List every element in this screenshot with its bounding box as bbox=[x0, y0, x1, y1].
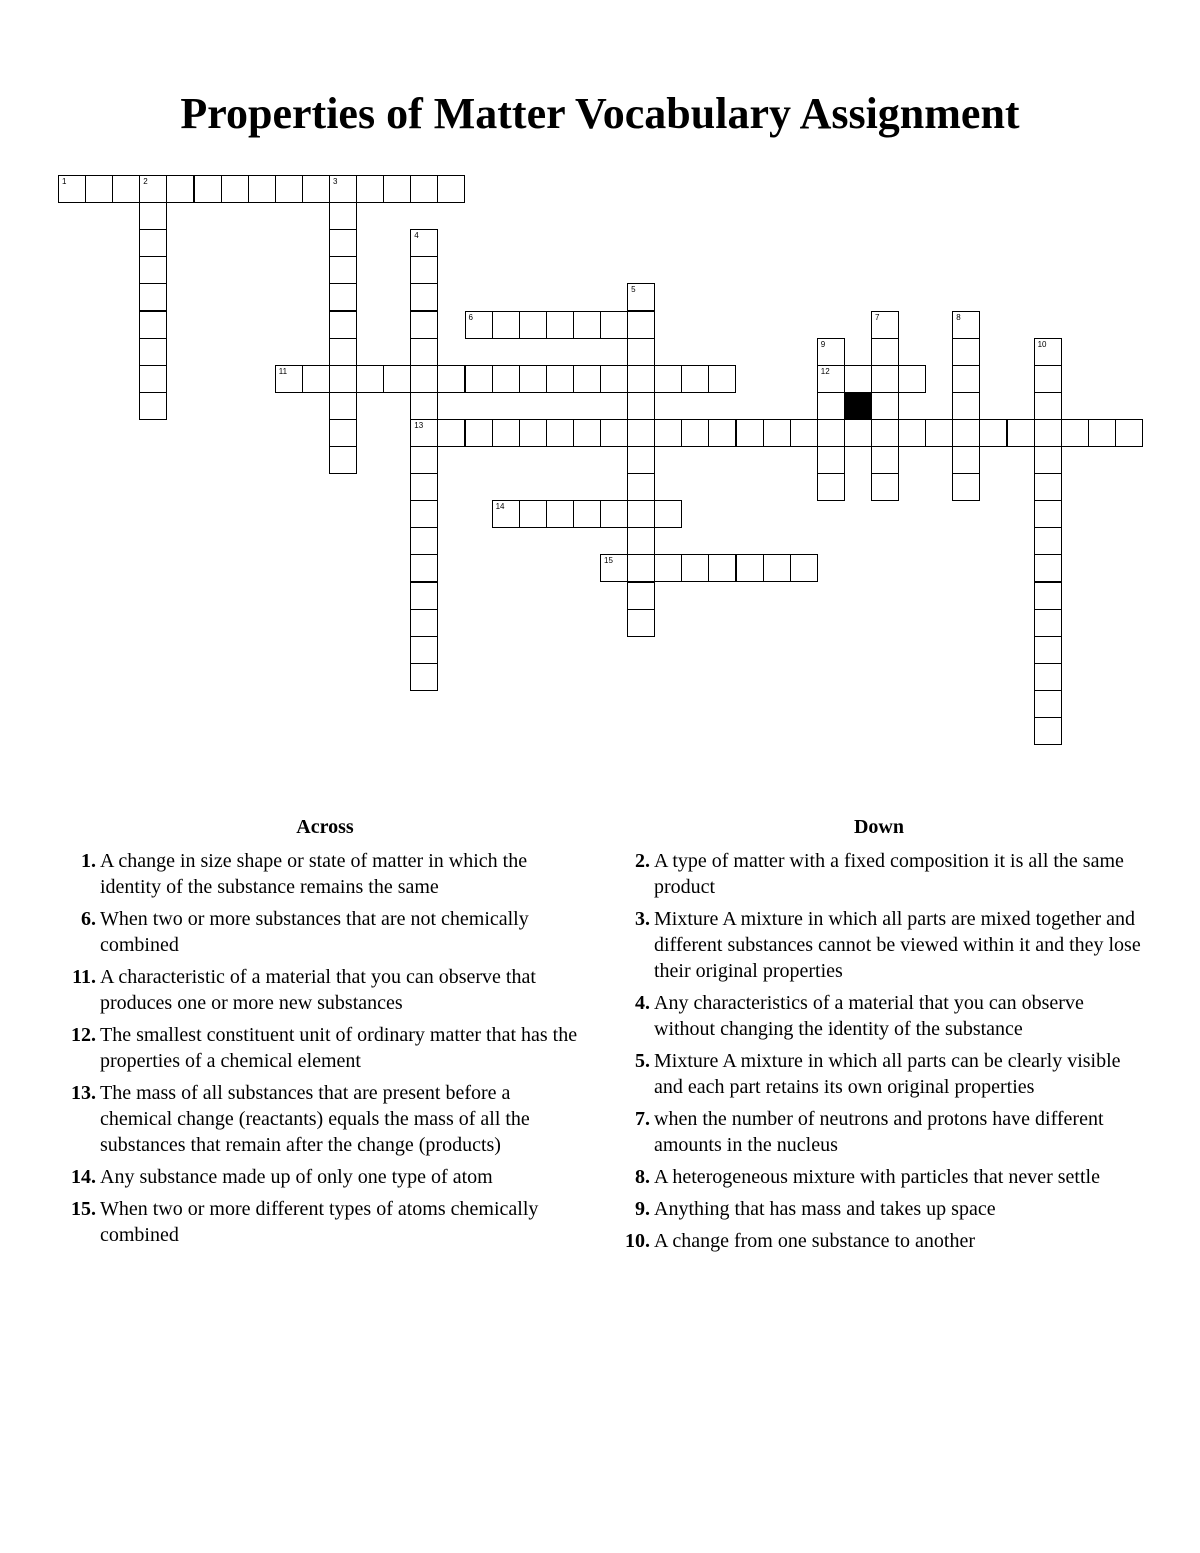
grid-cell[interactable] bbox=[925, 419, 953, 447]
clue-number: 2. bbox=[635, 850, 650, 872]
clue-text: Mixture A mixture in which all parts are mixed together and different substances cannot be viewed within it and they lose their original properties bbox=[654, 908, 1141, 982]
grid-cell[interactable] bbox=[817, 338, 845, 366]
grid-cell[interactable] bbox=[519, 419, 547, 447]
grid-cell[interactable] bbox=[627, 527, 655, 555]
grid-cell[interactable] bbox=[1007, 419, 1035, 447]
clue-number: 10. bbox=[625, 1230, 650, 1252]
clue-text: A change in size shape or state of matter in which the identity of the substance remains the same bbox=[100, 850, 528, 898]
grid-cell[interactable] bbox=[329, 338, 357, 366]
down-clue bbox=[614, 1106, 1144, 1158]
grid-cell[interactable] bbox=[329, 283, 357, 311]
grid-cell[interactable] bbox=[492, 311, 520, 339]
crossword-grid bbox=[0, 0, 1200, 760]
grid-cell[interactable] bbox=[627, 338, 655, 366]
grid-cell[interactable] bbox=[952, 392, 980, 420]
grid-cell[interactable] bbox=[139, 338, 167, 366]
grid-cell[interactable] bbox=[410, 392, 438, 420]
down-clue bbox=[614, 906, 1144, 984]
grid-cell[interactable] bbox=[275, 365, 303, 393]
grid-cell[interactable] bbox=[410, 256, 438, 284]
grid-cell[interactable] bbox=[139, 256, 167, 284]
grid-cell[interactable] bbox=[519, 500, 547, 528]
clue-text: A type of matter with a fixed composition it is all the same product bbox=[654, 850, 1124, 898]
grid-cell[interactable] bbox=[627, 392, 655, 420]
clue-text: A characteristic of a material that you can observe that produces one or more new substances bbox=[100, 966, 536, 1014]
grid-cell[interactable] bbox=[1034, 690, 1062, 718]
grid-cell[interactable] bbox=[1034, 609, 1062, 637]
grid-cell[interactable] bbox=[329, 311, 357, 339]
grid-cell[interactable] bbox=[302, 365, 330, 393]
grid-cell[interactable] bbox=[1034, 500, 1062, 528]
grid-cell[interactable] bbox=[194, 175, 222, 203]
grid-cell[interactable] bbox=[1034, 582, 1062, 610]
clue-text: when the number of neutrons and protons have different amounts in the nucleus bbox=[654, 1108, 1104, 1156]
grid-cell[interactable] bbox=[763, 554, 791, 582]
grid-cell[interactable] bbox=[1088, 419, 1116, 447]
across-clue bbox=[60, 1022, 580, 1074]
cell-number: 8 bbox=[956, 312, 961, 322]
cell-number: 15 bbox=[604, 556, 613, 566]
grid-cell[interactable] bbox=[600, 419, 628, 447]
grid-cell[interactable] bbox=[681, 554, 709, 582]
grid-cell[interactable] bbox=[112, 175, 140, 203]
grid-cell[interactable] bbox=[952, 419, 980, 447]
cell-number: 2 bbox=[143, 177, 148, 186]
grid-cell[interactable] bbox=[573, 500, 601, 528]
grid-cell[interactable] bbox=[329, 175, 357, 203]
clue-text: The mass of all substances that are present before a chemical change (reactants) equals the mass of all the substances that remain after the change (products) bbox=[100, 1082, 530, 1156]
clue-number: 5. bbox=[635, 1050, 650, 1072]
grid-cell[interactable] bbox=[1115, 419, 1143, 447]
grid-cell[interactable] bbox=[952, 473, 980, 501]
clue-number: 9. bbox=[635, 1198, 650, 1220]
grid-cell[interactable] bbox=[627, 582, 655, 610]
grid-cell[interactable] bbox=[1034, 636, 1062, 664]
clue-text: When two or more different types of atoms chemically combined bbox=[100, 1198, 539, 1246]
grid-cell[interactable] bbox=[329, 229, 357, 257]
clue-text: Mixture A mixture in which all parts can be clearly visible and each part retains its own original properties bbox=[654, 1050, 1121, 1098]
grid-cell[interactable] bbox=[329, 419, 357, 447]
grid-cell[interactable] bbox=[627, 283, 655, 311]
cell-number: 10 bbox=[1037, 339, 1047, 349]
grid-cell[interactable] bbox=[1034, 554, 1062, 582]
down-clue bbox=[614, 1048, 1144, 1100]
grid-cell[interactable] bbox=[654, 365, 682, 393]
grid-cell[interactable] bbox=[329, 446, 357, 474]
across-clue bbox=[60, 1080, 580, 1158]
grid-cell[interactable] bbox=[139, 283, 167, 311]
grid-cell[interactable] bbox=[708, 365, 736, 393]
grid-cell[interactable] bbox=[627, 419, 655, 447]
grid-cell[interactable] bbox=[410, 311, 438, 339]
grid-cell[interactable] bbox=[600, 500, 628, 528]
grid-cell[interactable] bbox=[627, 365, 655, 393]
grid-cell[interactable] bbox=[871, 311, 899, 339]
grid-cell[interactable] bbox=[329, 202, 357, 230]
down-clue bbox=[614, 1196, 1144, 1222]
grid-cell[interactable] bbox=[437, 365, 465, 393]
grid-cell[interactable] bbox=[519, 311, 547, 339]
grid-cell[interactable] bbox=[573, 365, 601, 393]
across-clue bbox=[60, 1196, 580, 1248]
cell-number: 1 bbox=[62, 177, 67, 186]
grid-cell[interactable] bbox=[600, 311, 628, 339]
clue-text: Any characteristics of a material that you can observe without changing the identity of the substance bbox=[654, 992, 1084, 1040]
clue-number: 13. bbox=[71, 1082, 96, 1104]
grid-cell[interactable] bbox=[627, 473, 655, 501]
grid-cell[interactable] bbox=[383, 175, 411, 203]
grid-cell[interactable] bbox=[139, 392, 167, 420]
clue-text: Any substance made up of only one type of atom bbox=[100, 1166, 493, 1188]
grid-cell[interactable] bbox=[871, 473, 899, 501]
grid-cell[interactable] bbox=[85, 175, 113, 203]
clue-text: Anything that has mass and takes up space bbox=[654, 1198, 996, 1220]
grid-cell[interactable] bbox=[275, 175, 303, 203]
clue-number: 12. bbox=[71, 1024, 96, 1046]
clue-number: 15. bbox=[71, 1198, 96, 1220]
grid-cell[interactable] bbox=[437, 175, 465, 203]
down-clue bbox=[614, 1164, 1144, 1190]
grid-cell[interactable] bbox=[1034, 419, 1062, 447]
grid-cell[interactable] bbox=[248, 175, 276, 203]
grid-cell[interactable] bbox=[627, 500, 655, 528]
down-heading: Down bbox=[853, 816, 904, 838]
grid-cell[interactable] bbox=[465, 311, 493, 339]
grid-cell[interactable] bbox=[139, 311, 167, 339]
grid-cell[interactable] bbox=[410, 582, 438, 610]
across-clue bbox=[60, 1164, 580, 1190]
grid-cell[interactable] bbox=[979, 419, 1007, 447]
grid-cell[interactable] bbox=[139, 175, 167, 203]
grid-cell[interactable] bbox=[600, 365, 628, 393]
grid-cell[interactable] bbox=[1034, 717, 1062, 745]
down-clue bbox=[614, 990, 1144, 1042]
cell-number: 13 bbox=[414, 420, 424, 430]
grid-cell[interactable] bbox=[546, 500, 574, 528]
page-title: Properties of Matter Vocabulary Assignment bbox=[180, 89, 1020, 138]
black-square bbox=[844, 392, 872, 420]
grid-cell[interactable] bbox=[654, 554, 682, 582]
clue-text: A heterogeneous mixture with particles that never settle bbox=[654, 1166, 1100, 1188]
grid-cell[interactable] bbox=[465, 365, 493, 393]
grid-cell[interactable] bbox=[708, 419, 736, 447]
clue-number: 8. bbox=[635, 1166, 650, 1188]
cell-number: 4 bbox=[414, 231, 419, 241]
grid-cell[interactable] bbox=[1061, 419, 1089, 447]
grid-cell[interactable] bbox=[410, 338, 438, 366]
cell-number: 14 bbox=[495, 502, 505, 512]
down-clue bbox=[614, 1228, 1144, 1254]
grid-cell[interactable] bbox=[329, 256, 357, 284]
grid-cell[interactable] bbox=[492, 500, 520, 528]
grid-cell[interactable] bbox=[58, 175, 86, 203]
grid-cell[interactable] bbox=[898, 419, 926, 447]
grid-cell[interactable] bbox=[627, 311, 655, 339]
grid-cell[interactable] bbox=[410, 636, 438, 664]
grid-cell[interactable] bbox=[790, 554, 818, 582]
grid-cell[interactable] bbox=[627, 554, 655, 582]
grid-cell[interactable] bbox=[221, 175, 249, 203]
clue-number: 4. bbox=[635, 992, 650, 1014]
grid-cell[interactable] bbox=[844, 419, 872, 447]
cell-number: 7 bbox=[875, 312, 880, 322]
grid-cell[interactable] bbox=[1034, 446, 1062, 474]
grid-cell[interactable] bbox=[410, 527, 438, 555]
grid-cell[interactable] bbox=[410, 554, 438, 582]
grid-cell[interactable] bbox=[410, 175, 438, 203]
grid-cell[interactable] bbox=[546, 365, 574, 393]
clue-number: 11. bbox=[72, 966, 96, 988]
grid-cell[interactable] bbox=[573, 419, 601, 447]
cell-number: 12 bbox=[820, 366, 830, 376]
grid-cell[interactable] bbox=[952, 338, 980, 366]
grid-cell[interactable] bbox=[736, 419, 764, 447]
grid-cell[interactable] bbox=[1034, 338, 1062, 366]
grid-cell[interactable] bbox=[817, 365, 845, 393]
grid-cell[interactable] bbox=[410, 500, 438, 528]
grid-cell[interactable] bbox=[546, 311, 574, 339]
cell-number: 5 bbox=[631, 285, 636, 295]
grid-cell[interactable] bbox=[871, 419, 899, 447]
clue-number: 14. bbox=[71, 1166, 96, 1188]
grid-cell[interactable] bbox=[952, 311, 980, 339]
grid-cell[interactable] bbox=[1034, 365, 1062, 393]
grid-cell[interactable] bbox=[871, 365, 899, 393]
grid-cell[interactable] bbox=[329, 365, 357, 393]
grid-cell[interactable] bbox=[356, 175, 384, 203]
cell-number: 11 bbox=[278, 366, 288, 376]
grid-cell[interactable] bbox=[356, 365, 384, 393]
grid-cell[interactable] bbox=[708, 554, 736, 582]
grid-cell[interactable] bbox=[736, 554, 764, 582]
across-heading: Across bbox=[296, 816, 354, 838]
grid-cell[interactable] bbox=[871, 392, 899, 420]
grid-cell[interactable] bbox=[871, 338, 899, 366]
grid-cell[interactable] bbox=[790, 419, 818, 447]
grid-cell[interactable] bbox=[1034, 473, 1062, 501]
grid-cell[interactable] bbox=[139, 229, 167, 257]
clue-text: The smallest constituent unit of ordinary matter that has the properties of a chemical element bbox=[100, 1024, 578, 1072]
across-clue bbox=[60, 848, 580, 900]
grid-cell[interactable] bbox=[410, 446, 438, 474]
grid-cell[interactable] bbox=[410, 663, 438, 691]
grid-cell[interactable] bbox=[817, 419, 845, 447]
grid-cell[interactable] bbox=[410, 229, 438, 257]
grid-cell[interactable] bbox=[654, 419, 682, 447]
grid-cell[interactable] bbox=[952, 446, 980, 474]
grid-cell[interactable] bbox=[410, 365, 438, 393]
grid-cell[interactable] bbox=[410, 473, 438, 501]
grid-cell[interactable] bbox=[817, 473, 845, 501]
grid-cell[interactable] bbox=[627, 609, 655, 637]
clue-number: 3. bbox=[635, 908, 650, 930]
clue-text: A change from one substance to another bbox=[654, 1230, 976, 1252]
grid-cell[interactable] bbox=[627, 446, 655, 474]
grid-cell[interactable] bbox=[952, 365, 980, 393]
grid-cell[interactable] bbox=[817, 392, 845, 420]
clue-text: When two or more substances that are not chemically combined bbox=[100, 908, 529, 956]
grid-cell[interactable] bbox=[654, 500, 682, 528]
grid-cell[interactable] bbox=[410, 283, 438, 311]
grid-cell[interactable] bbox=[844, 365, 872, 393]
grid-cell[interactable] bbox=[817, 446, 845, 474]
grid-cell[interactable] bbox=[573, 311, 601, 339]
grid-cell[interactable] bbox=[898, 365, 926, 393]
grid-cell[interactable] bbox=[329, 392, 357, 420]
grid-cell[interactable] bbox=[1034, 527, 1062, 555]
grid-cell[interactable] bbox=[1034, 392, 1062, 420]
grid-cell[interactable] bbox=[492, 365, 520, 393]
grid-cell[interactable] bbox=[302, 175, 330, 203]
grid-cell[interactable] bbox=[763, 419, 791, 447]
grid-cell[interactable] bbox=[871, 446, 899, 474]
cell-number: 9 bbox=[820, 339, 826, 349]
grid-cell[interactable] bbox=[383, 365, 411, 393]
clue-number: 1. bbox=[81, 850, 96, 872]
grid-cell[interactable] bbox=[1034, 663, 1062, 691]
grid-cell[interactable] bbox=[139, 202, 167, 230]
cell-number: 3 bbox=[333, 177, 338, 186]
grid-cell[interactable] bbox=[681, 419, 709, 447]
grid-cell[interactable] bbox=[139, 365, 167, 393]
clue-number: 7. bbox=[635, 1108, 650, 1130]
grid-cell[interactable] bbox=[546, 419, 574, 447]
grid-cell[interactable] bbox=[166, 175, 194, 203]
grid-cell[interactable] bbox=[492, 419, 520, 447]
across-clue bbox=[60, 964, 580, 1016]
grid-cell[interactable] bbox=[681, 365, 709, 393]
across-clue bbox=[60, 906, 580, 958]
grid-cell[interactable] bbox=[600, 554, 628, 582]
grid-cell[interactable] bbox=[410, 419, 438, 447]
cell-number: 6 bbox=[468, 312, 473, 322]
grid-cell[interactable] bbox=[519, 365, 547, 393]
across-clue-list bbox=[60, 848, 580, 1254]
down-clue bbox=[614, 848, 1144, 900]
grid-cell[interactable] bbox=[437, 419, 465, 447]
grid-cell[interactable] bbox=[465, 419, 493, 447]
grid-cell[interactable] bbox=[410, 609, 438, 637]
down-clue-list bbox=[614, 848, 1144, 1260]
clue-number: 6. bbox=[81, 908, 96, 930]
